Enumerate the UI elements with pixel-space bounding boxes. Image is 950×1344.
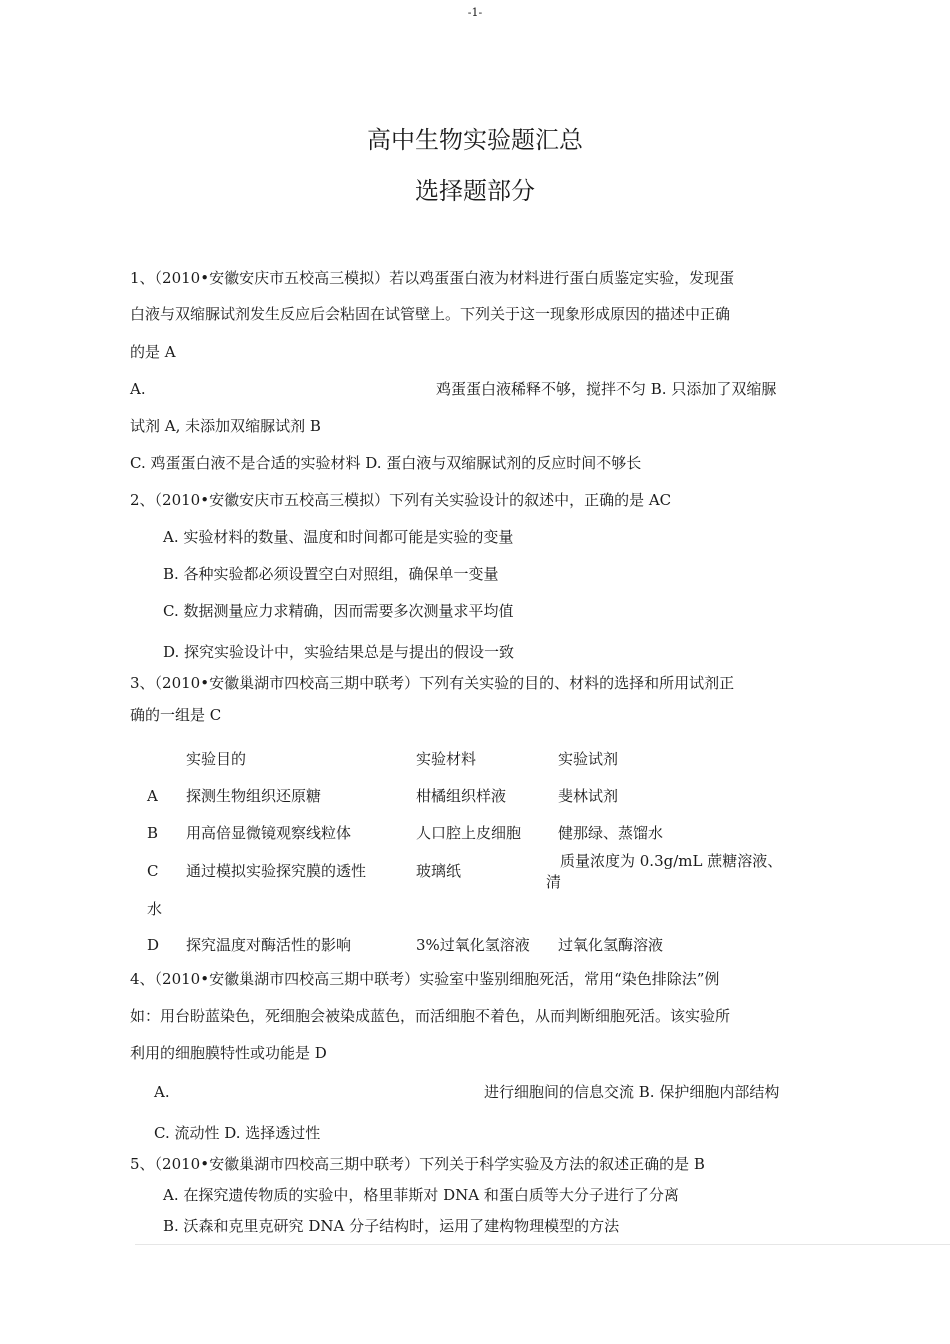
- table-cell-purpose: 用高倍显微镜观察线粒体: [186, 824, 352, 842]
- question-2-option-b: B. 各种实验都必须设置空白对照组，确保单一变量: [163, 565, 499, 583]
- table-cell-reagent: 过氧化氢酶溶液: [558, 936, 664, 954]
- question-3-line-1: 3、（2010•安徽巢湖市四校高三期中联考）下列有关实验的目的、材料的选择和所用试剂正: [130, 674, 735, 692]
- table-cell-material: 玻璃纸: [416, 862, 462, 880]
- question-4-options-ab: 进行细胞间的信息交流 B. 保护细胞内部结构: [484, 1083, 780, 1101]
- page-number: -1-: [467, 6, 483, 19]
- question-5-option-a: A. 在探究遗传物质的实验中，格里菲斯对 DNA 和蛋白质等大分子进行了分离: [163, 1186, 679, 1204]
- question-1-options-ab: 鸡蛋蛋白液稀释不够，搅拌不匀 B. 只添加了双缩脲: [436, 380, 777, 398]
- question-1-options-cd: C. 鸡蛋蛋白液不是合适的实验材料 D. 蛋白液与双缩脲试剂的反应时间不够长: [130, 454, 642, 472]
- table-cell-reagent: 健那绿、蒸馏水: [558, 824, 664, 842]
- question-5-option-b: B. 沃森和克里克研究 DNA 分子结构时，运用了建构物理模型的方法: [163, 1217, 620, 1235]
- question-2-stem: 2、（2010•安徽安庆市五校高三模拟）下列有关实验设计的叙述中，正确的是 AC: [130, 491, 672, 509]
- question-3-line-2: 确的一组是 C: [130, 706, 222, 724]
- table-cell-reagent-wrap-2: 水: [147, 900, 163, 918]
- question-4-line-2: 如：用台盼蓝染色，死细胞会被染成蓝色，而活细胞不着色，从而判断细胞死活。该实验所: [130, 1007, 731, 1025]
- table-cell-material: 柑橘组织样液: [416, 787, 507, 805]
- table-row-label: D: [147, 936, 160, 954]
- document-title: 高中生物实验题汇总: [367, 126, 583, 154]
- table-header-reagent: 实验试剂: [558, 750, 619, 768]
- table-cell-reagent: 斐林试剂: [558, 787, 619, 805]
- table-cell-reagent-wrap-1: 清: [546, 873, 562, 891]
- page-bottom-rule: [135, 1244, 950, 1245]
- table-cell-purpose: 探究温度对酶活性的影响: [186, 936, 352, 954]
- table-row-label: A: [147, 787, 158, 805]
- question-2-option-c: C. 数据测量应力求精确，因而需要多次测量求平均值: [163, 602, 514, 620]
- table-cell-reagent: 质量浓度为 0.3g/mL 蔗糖溶液、: [560, 852, 783, 870]
- question-2-option-a: A. 实验材料的数量、温度和时间都可能是实验的变量: [163, 528, 514, 546]
- question-4-options-cd: C. 流动性 D. 选择透过性: [154, 1124, 321, 1142]
- question-1-line-3: 的是 A: [130, 343, 176, 361]
- question-1-options-continued: 试剂 A, 未添加双缩脲试剂 B: [130, 417, 321, 435]
- question-4-option-label: A.: [154, 1083, 170, 1101]
- question-2-option-d: D. 探究实验设计中，实验结果总是与提出的假设一致: [163, 643, 515, 661]
- table-row-label: C: [147, 862, 159, 880]
- question-4-line-3: 利用的细胞膜特性或功能是 D: [130, 1044, 327, 1062]
- question-1-option-label: A.: [130, 380, 146, 398]
- table-header-purpose: 实验目的: [186, 750, 247, 768]
- question-5-stem: 5、（2010•安徽巢湖市四校高三期中联考）下列关于科学实验及方法的叙述正确的是 B: [130, 1155, 705, 1173]
- question-1-line-2: 白液与双缩脲试剂发生反应后会粘固在试管壁上。下列关于这一现象形成原因的描述中正确: [130, 305, 731, 323]
- section-subtitle: 选择题部分: [415, 177, 535, 205]
- table-cell-material: 人口腔上皮细胞: [416, 824, 522, 842]
- table-header-material: 实验材料: [416, 750, 477, 768]
- question-1-line-1: 1、（2010•安徽安庆市五校高三模拟）若以鸡蛋蛋白液为材料进行蛋白质鉴定实验，发现蛋: [130, 269, 735, 287]
- table-cell-material: 3%过氧化氢溶液: [416, 936, 530, 954]
- question-4-line-1: 4、（2010•安徽巢湖市四校高三期中联考）实验室中鉴别细胞死活，常用“染色排除法”例: [130, 970, 720, 988]
- table-cell-purpose: 通过模拟实验探究膜的透性: [186, 862, 367, 880]
- table-cell-purpose: 探测生物组织还原糖: [186, 787, 322, 805]
- table-row-label: B: [147, 824, 159, 842]
